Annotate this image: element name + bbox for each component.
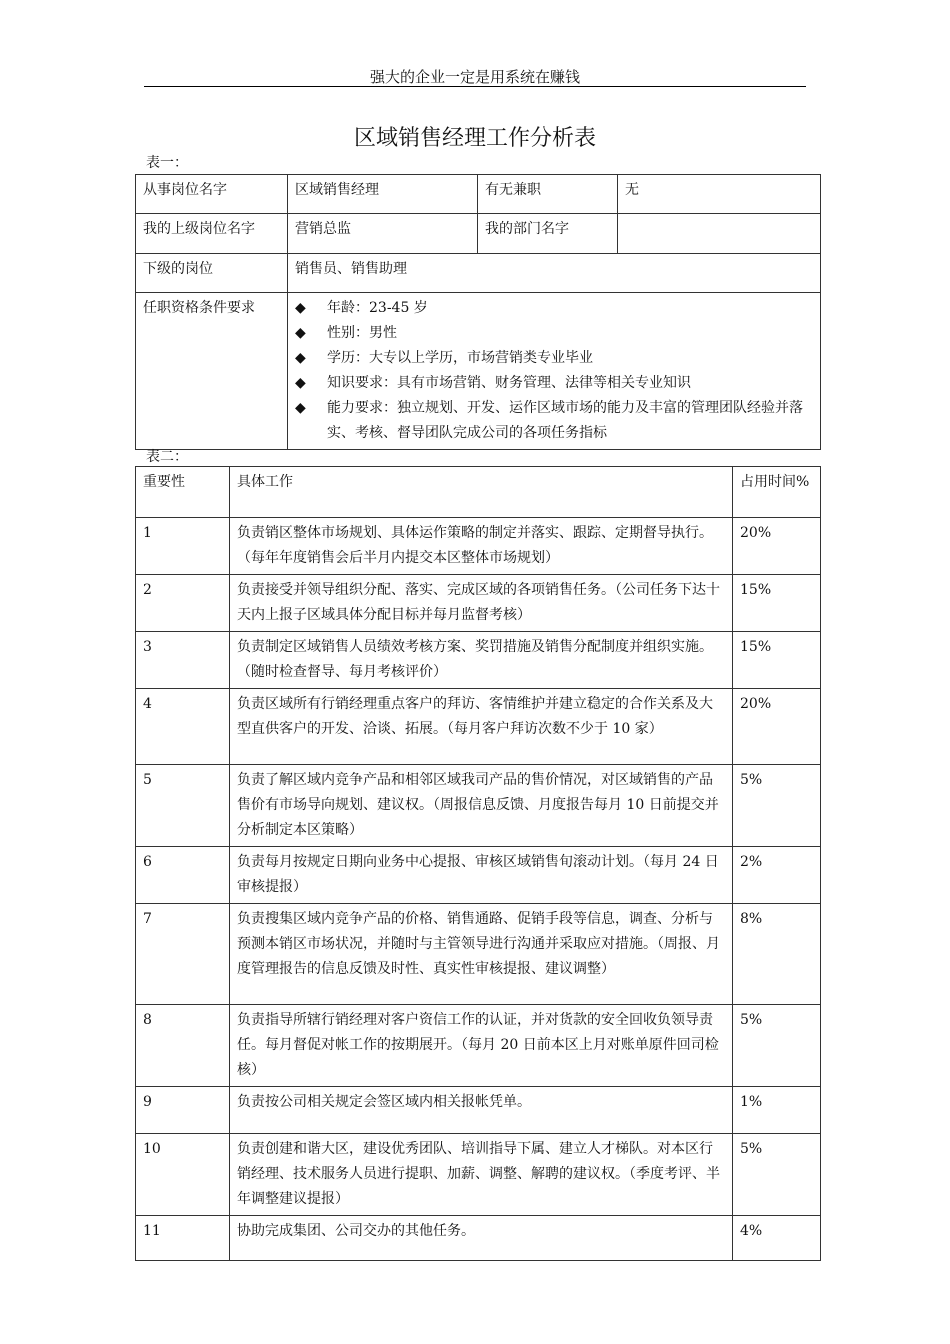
list-item: ◆ 学历：大专以上学历，市场营销类专业毕业 [295, 346, 813, 371]
field-label: 从事岗位名字 [136, 175, 288, 214]
column-header: 占用时间% [733, 467, 821, 518]
table-row [136, 293, 821, 450]
table-row [136, 847, 821, 904]
column-header: 具体工作 [230, 467, 733, 518]
time-percent: 5% [733, 765, 821, 847]
row-number: 5 [136, 765, 230, 847]
diamond-bullet-icon: ◆ [295, 375, 306, 391]
row-number: 8 [136, 1005, 230, 1087]
field-value: 销售员、销售助理 [288, 254, 821, 293]
column-header: 重要性 [136, 467, 230, 518]
field-value: 营销总监 [288, 214, 478, 254]
task-description: 负责接受并领导组织分配、落实、完成区域的各项销售任务。（公司任务下达十天内上报子区域具体分配目标并每月监督考核） [230, 575, 733, 632]
table-row [136, 765, 821, 847]
task-description: 负责制定区域销售人员绩效考核方案、奖罚措施及销售分配制度并组织实施。（随时检查督导、每月考核评价） [230, 632, 733, 689]
time-percent: 8% [733, 904, 821, 1005]
row-number: 11 [136, 1216, 230, 1261]
list-item: ◆ 年龄：23-45 岁 [295, 296, 813, 321]
table-row [136, 575, 821, 632]
time-percent: 5% [733, 1005, 821, 1087]
table-header-row [136, 467, 821, 518]
time-percent: 1% [733, 1087, 821, 1134]
task-description: 协助完成集团、公司交办的其他任务。 [230, 1216, 733, 1261]
requirements-list [288, 293, 821, 450]
table2-label: 表二： [146, 449, 188, 465]
task-description: 负责区域所有行销经理重点客户的拜访、客情维护并建立稳定的合作关系及大型直供客户的开发、洽谈、拓展。（每月客户拜访次数不少于 10 家） [230, 689, 733, 765]
list-item: ◆ 能力要求：独立规划、开发、运作区域市场的能力及丰富的管理团队经验并落实、考核、督导团队完成公司的各项任务指标 [295, 396, 813, 446]
field-label: 我的上级岗位名字 [136, 214, 288, 254]
work-duties-table [135, 466, 821, 1261]
diamond-bullet-icon: ◆ [295, 300, 306, 316]
table-row [136, 254, 821, 293]
table-row [136, 1087, 821, 1134]
table-row [136, 214, 821, 254]
field-label: 我的部门名字 [478, 214, 618, 254]
task-description: 负责创建和谐大区，建设优秀团队、培训指导下属、建立人才梯队。对本区行销经理、技术服务人员进行提职、加薪、调整、解聘的建议权。（季度考评、半年调整建议提报） [230, 1134, 733, 1216]
row-number: 7 [136, 904, 230, 1005]
table-row [136, 1005, 821, 1087]
field-value [618, 214, 821, 254]
table-row [136, 632, 821, 689]
task-description: 负责搜集区域内竞争产品的价格、销售通路、促销手段等信息，调查、分析与预测本销区市场状况，并随时与主管领导进行沟通并采取应对措施。（周报、月度管理报告的信息反馈及时性、真实性审核提报、建议调整） [230, 904, 733, 1005]
row-number: 1 [136, 518, 230, 575]
list-item: ◆ 性别：男性 [295, 321, 813, 346]
row-number: 2 [136, 575, 230, 632]
diamond-bullet-icon: ◆ [295, 400, 306, 416]
table1-label: 表一： [146, 155, 188, 171]
table-row [136, 904, 821, 1005]
row-number: 6 [136, 847, 230, 904]
list-item: ◆ 知识要求：具有市场营销、财务管理、法律等相关专业知识 [295, 371, 813, 396]
field-value: 无 [618, 175, 821, 214]
time-percent: 15% [733, 575, 821, 632]
time-percent: 5% [733, 1134, 821, 1216]
time-percent: 20% [733, 518, 821, 575]
task-description: 负责指导所辖行销经理对客户资信工作的认证，并对货款的安全回收负领导责任。每月督促对帐工作的按期展开。（每月 20 日前本区上月对账单原件回司检核） [230, 1005, 733, 1087]
row-number: 10 [136, 1134, 230, 1216]
time-percent: 2% [733, 847, 821, 904]
row-number: 3 [136, 632, 230, 689]
time-percent: 20% [733, 689, 821, 765]
position-info-table [135, 174, 821, 450]
task-description: 负责每月按规定日期向业务中心提报、审核区域销售旬滚动计划。（每月 24 日审核提报） [230, 847, 733, 904]
task-description: 负责了解区域内竞争产品和相邻区域我司产品的售价情况，对区域销售的产品售价有市场导向规划、建议权。（周报信息反馈、月度报告每月 10 日前提交并分析制定本区策略） [230, 765, 733, 847]
task-description: 负责销区整体市场规划、具体运作策略的制定并落实、跟踪、定期督导执行。（每年年度销售会后半月内提交本区整体市场规划） [230, 518, 733, 575]
diamond-bullet-icon: ◆ [295, 325, 306, 341]
field-label: 有无兼职 [478, 175, 618, 214]
task-description: 负责按公司相关规定会签区域内相关报帐凭单。 [230, 1087, 733, 1134]
header-divider [144, 86, 806, 87]
page-title: 区域销售经理工作分析表 [353, 126, 596, 151]
table-row [136, 518, 821, 575]
table-row [136, 175, 821, 214]
row-number: 4 [136, 689, 230, 765]
time-percent: 4% [733, 1216, 821, 1261]
time-percent: 15% [733, 632, 821, 689]
header-slogan: 强大的企业一定是用系统在赚钱 [369, 68, 580, 86]
diamond-bullet-icon: ◆ [295, 350, 306, 366]
row-number: 9 [136, 1087, 230, 1134]
table-row [136, 1134, 821, 1216]
table-row [136, 689, 821, 765]
field-label: 任职资格条件要求 [136, 293, 288, 450]
field-label: 下级的岗位 [136, 254, 288, 293]
table-row [136, 1216, 821, 1261]
field-value: 区域销售经理 [288, 175, 478, 214]
